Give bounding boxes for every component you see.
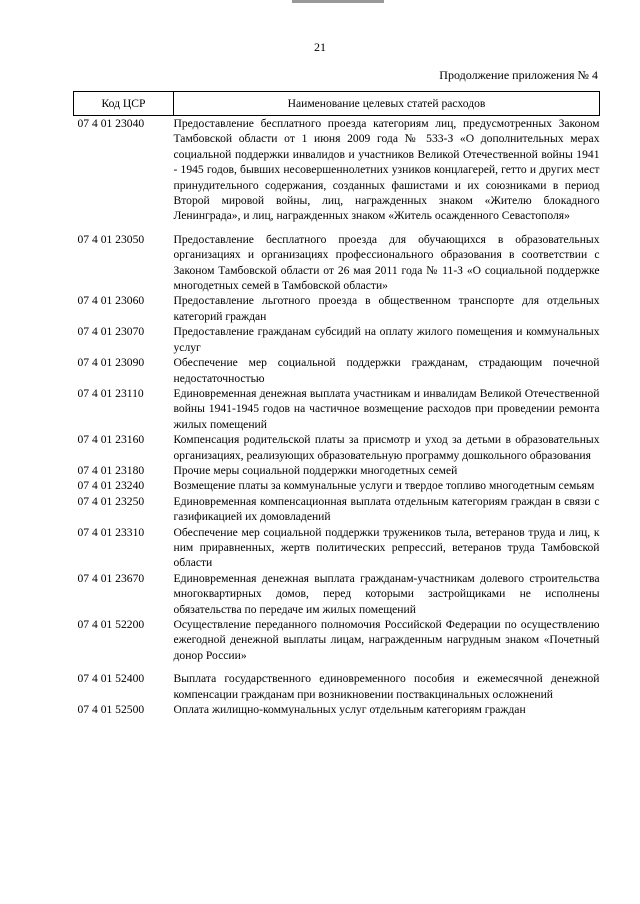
- table-row: [74, 463, 600, 478]
- row-code: 07 4 01 23250: [77, 494, 145, 508]
- row-name: Осуществление переданного полномочия Российской Федерации по осуществлению ежегодной денежной выплаты лицам, награжденным нагрудным знаком «Почетный донор России»: [173, 618, 600, 662]
- row-name: Выплата государственного единовременного пособия и ежемесячной денежной компенсации гражданам при возникновении поствакцинальных осложнений: [173, 672, 600, 701]
- table-row: [74, 386, 600, 432]
- row-name: Обеспечение мер социальной поддержки тружеников тыла, ветеранов труда и лиц, к ним приравненных, жертв политических репрессий, ветеранов труда Тамбовской области: [173, 525, 600, 570]
- row-code: 07 4 01 23160: [77, 433, 145, 447]
- table-row: [74, 355, 600, 386]
- page-top-mark: [292, 0, 384, 3]
- row-code: 07 4 01 23110: [77, 386, 144, 400]
- row-code: 07 4 01 52500: [77, 703, 145, 717]
- row-code: 07 4 01 23040: [77, 117, 145, 130]
- row-code: 07 4 01 23050: [77, 232, 145, 246]
- row-code: 07 4 01 23180: [77, 463, 145, 477]
- row-code: 07 4 01 52200: [77, 618, 145, 631]
- table-row: [74, 617, 600, 671]
- row-code: 07 4 01 52400: [77, 672, 145, 686]
- row-name: Предоставление льготного проезда в общественном транспорте для отдельных категорий граждан: [173, 294, 600, 323]
- row-name: Предоставление бесплатного проезда для обучающихся в образовательных организациях и организациях профессионального образования в соответствии с Законом Тамбовской области от 26 мая 2011 года № 11-З «О социальной поддержке многодетных семей в Тамбовской области»: [173, 232, 600, 293]
- row-name: Предоставление гражданам субсидий на оплату жилого помещения и коммунальных услуг: [173, 325, 600, 354]
- row-name: Оплата жилищно-коммунальных услуг отдельным категориям граждан: [173, 703, 526, 717]
- row-name: Единовременная денежная выплата участникам и инвалидам Великой Отечественной войны 1941-1945 годов на частичное возмещение расходов при проведении ремонта жилых помещений: [173, 386, 600, 431]
- table-row: [74, 525, 600, 571]
- table-row: [74, 478, 600, 493]
- row-name: Компенсация родительской платы за присмотр и уход за детьми в образовательных организациях, реализующих образовательную программу дошкольного образования: [173, 433, 600, 462]
- row-code: 07 4 01 23310: [77, 525, 145, 539]
- row-code: 07 4 01 23240: [77, 479, 145, 493]
- row-name: Предоставление бесплатного проезда категориям лиц, предусмотренных Законом Тамбовской области от 1 июня 2009 года № 533-З «О дополнительных мерах социальной поддержки инвалидов и участников Великой Отечественной войны 1941 - 1945 годов, бывших несовершеннолетних узников концлагерей, гетто и других мест принудительного содержания, созданных фашистами и их союзниками в период Второй мировой войны, лиц, награжденных знаком «Жителю блокадного Ленинграда», и лиц, награжденных знаком «Житель осажденного Севастополя»: [173, 117, 600, 223]
- row-name: Единовременная компенсационная выплата отдельным категориям граждан в связи с газификацией их домовладений: [173, 494, 600, 524]
- table-header-row: [74, 92, 600, 116]
- table-row: [74, 571, 600, 617]
- row-code: 07 4 01 23070: [77, 325, 145, 339]
- row-name: Обеспечение мер социальной поддержки гражданам, страдающим почечной недостаточностью: [173, 356, 600, 385]
- table-row: [74, 116, 600, 232]
- row-code: 07 4 01 23670: [77, 571, 145, 585]
- table-row: [74, 232, 600, 294]
- row-name: Единовременная денежная выплата гражданам-участникам долевого строительства многоквартирных домов, перед которыми застройщиками не исполнены обязательства по передаче им жилых помещений: [173, 571, 600, 616]
- appendix-continuation-label: Продолжение приложения № 4: [439, 68, 598, 82]
- table-row: [74, 324, 600, 355]
- budget-table: [73, 91, 600, 717]
- column-header-code: Код ЦСР: [74, 92, 174, 116]
- table-row: [74, 293, 600, 324]
- table-row: [74, 432, 600, 463]
- column-header-name: Наименование целевых статей расходов: [174, 92, 600, 116]
- table-row: [74, 702, 600, 717]
- row-code: 07 4 01 23090: [77, 356, 145, 370]
- table-row: [74, 671, 600, 702]
- page-number: 21: [314, 40, 326, 54]
- table-row: [74, 494, 600, 525]
- row-name: Возмещение платы за коммунальные услуги и твердое топливо многодетным семьям: [173, 479, 595, 493]
- row-name: Прочие меры социальной поддержки многодетных семей: [173, 463, 458, 477]
- row-code: 07 4 01 23060: [77, 294, 145, 308]
